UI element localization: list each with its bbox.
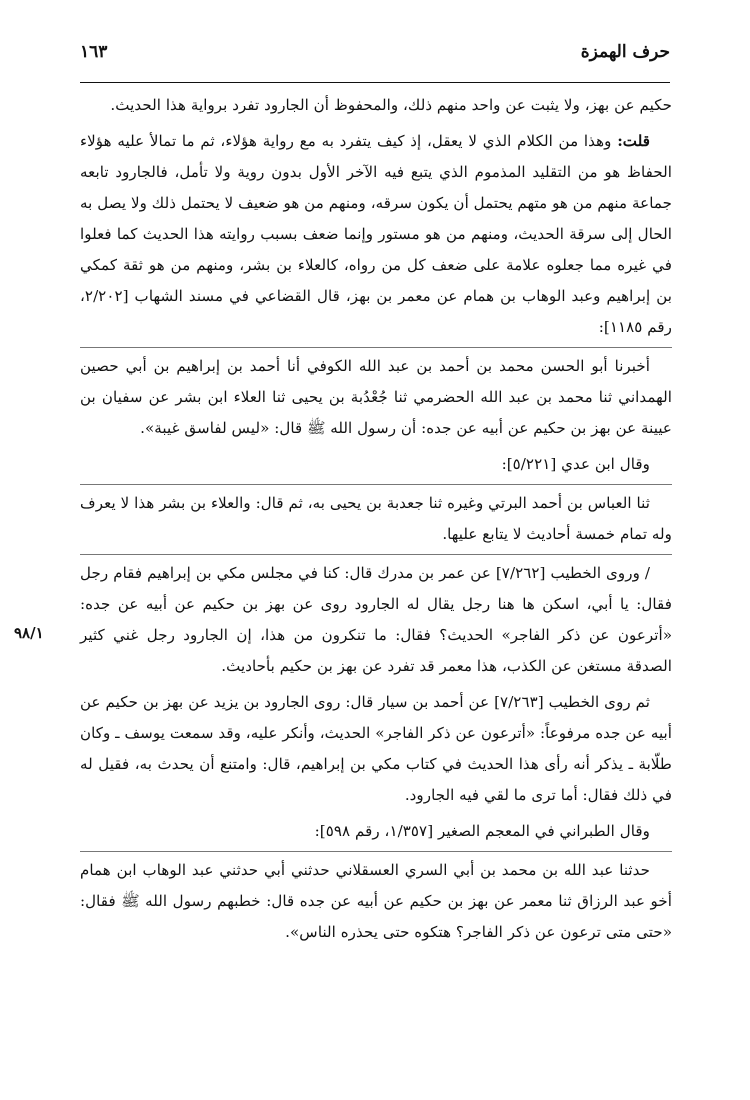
qultu-lead: قلت:: [617, 132, 650, 150]
paragraph-2: [80, 126, 672, 343]
divider: [80, 347, 672, 348]
page-number: ١٦٣: [80, 42, 108, 62]
page-header: [80, 38, 670, 83]
margin-reference: ٩٨/١: [14, 624, 44, 642]
paragraph-3: أخبرنا أبو الحسن محمد بن أحمد بن عبد الله الكوفي أنا أحمد بن إبراهيم بن أبي حصين الهمداني ثنا محمد بن عبد الله الحضرمي ثنا جُعْدُبة بن يحيى ثنا العلاء ابن بشر عن سفيان بن عيينة عن بهز بن حكيم عن أبيه عن جده: أن رسول الله ﷺ قال: «ليس لفاسق غيبة».: [80, 357, 672, 437]
paragraph-8: وقال الطبراني في المعجم الصغير [١/٣٥٧، رقم ٥٩٨]:: [314, 822, 650, 840]
divider: [80, 484, 672, 485]
page-body: [80, 90, 672, 948]
paragraph-5: ثنا العباس بن أحمد البرتي وغيره ثنا جعدبة بن يحيى به، ثم قال: والعلاء بن بشر هذا لا يعرف وله تمام خمسة أحاديث لا يتابع عليها.: [80, 494, 672, 543]
paragraph-4: وقال ابن عدي [٥/٢٢١]:: [501, 455, 650, 473]
paragraph-2-text: وهذا من الكلام الذي لا يعقل، إذ كيف يتفرد به مع رواية هؤلاء، ثم ما تمالأ عليه هؤلاء الحفاظ هو من التقليد المذموم الذي يتبع فيه الآخر الأول بدون روية ولا تأمل، فالجارود تابعه جماعة منهم من هو متهم يحتمل أن يكون سرقه، ومنهم من هو ضعيف لا يحتمل ذلك ولا يصل به الحال إلى سرقة الحديث، ومنهم من هو مستور وإنما ضعف بسبب روايته هذا الحديث كما فعلوا في غيره مما جعلوه علامة على ضعف كل من رواه، كالعلاء بن بشر، ومنهم من هو ثقة كمكي بن إبراهيم وعبد الوهاب بن همام عن معمر بن بهز، قال القضاعي في مسند الشهاب [٢/٢٠٢، رقم ١١٨٥]:: [80, 132, 672, 336]
paragraph-1: حكيم عن بهز، ولا يثبت عن واحد منهم ذلك، والمحفوظ أن الجارود تفرد برواية هذا الحديث.: [110, 96, 672, 114]
divider: [80, 554, 672, 555]
divider: [80, 851, 672, 852]
paragraph-9: حدثنا عبد الله بن محمد بن أبي السري العسقلاني حدثني أبي حدثني عبد الوهاب ابن همام أخو عبد الرزاق ثنا معمر عن بهز بن حكيم عن أبيه عن جده قال: خطبهم رسول الله ﷺ فقال: «حتى متى ترعون عن ذكر الفاجر؟ هتكوه حتى يحذره الناس».: [80, 861, 672, 941]
paragraph-7: ثم روى الخطيب [٧/٢٦٣] عن أحمد بن سيار قال: روى الجارود بن يزيد عن بهز بن حكيم عن أبيه عن جده مرفوعاً: «أترعون عن ذكر الفاجر» الحديث، وأنكر عليه، وقد سمعت يوسف ـ وكان طلّابة ـ يذكر أنه رأى هذا الحديث في كتاب مكي بن إبراهيم، قال: وامتنع أن يحدث به، فقيل له في ذلك فقال: أما ترى ما لقي فيه الجارود.: [80, 693, 672, 804]
paragraph-6: / وروى الخطيب [٧/٢٦٢] عن عمر بن مدرك قال: كنا في مجلس مكي بن إبراهيم فقام رجل فقال: يا أبي، اسكن ها هنا رجل يقال له الجارود روى عن بهز بن حكيم عن أبيه عن جده: «أترعون عن ذكر الفاجر» الحديث؟ فقال: ما تنكرون من هذا، إن الجارود رجل غني كثير الصدقة مستغن عن الكذب، هذا معمر قد تفرد عن بهز بن حكيم بأحاديث.: [80, 564, 672, 675]
chapter-title: حرف الهمزة: [580, 42, 670, 62]
